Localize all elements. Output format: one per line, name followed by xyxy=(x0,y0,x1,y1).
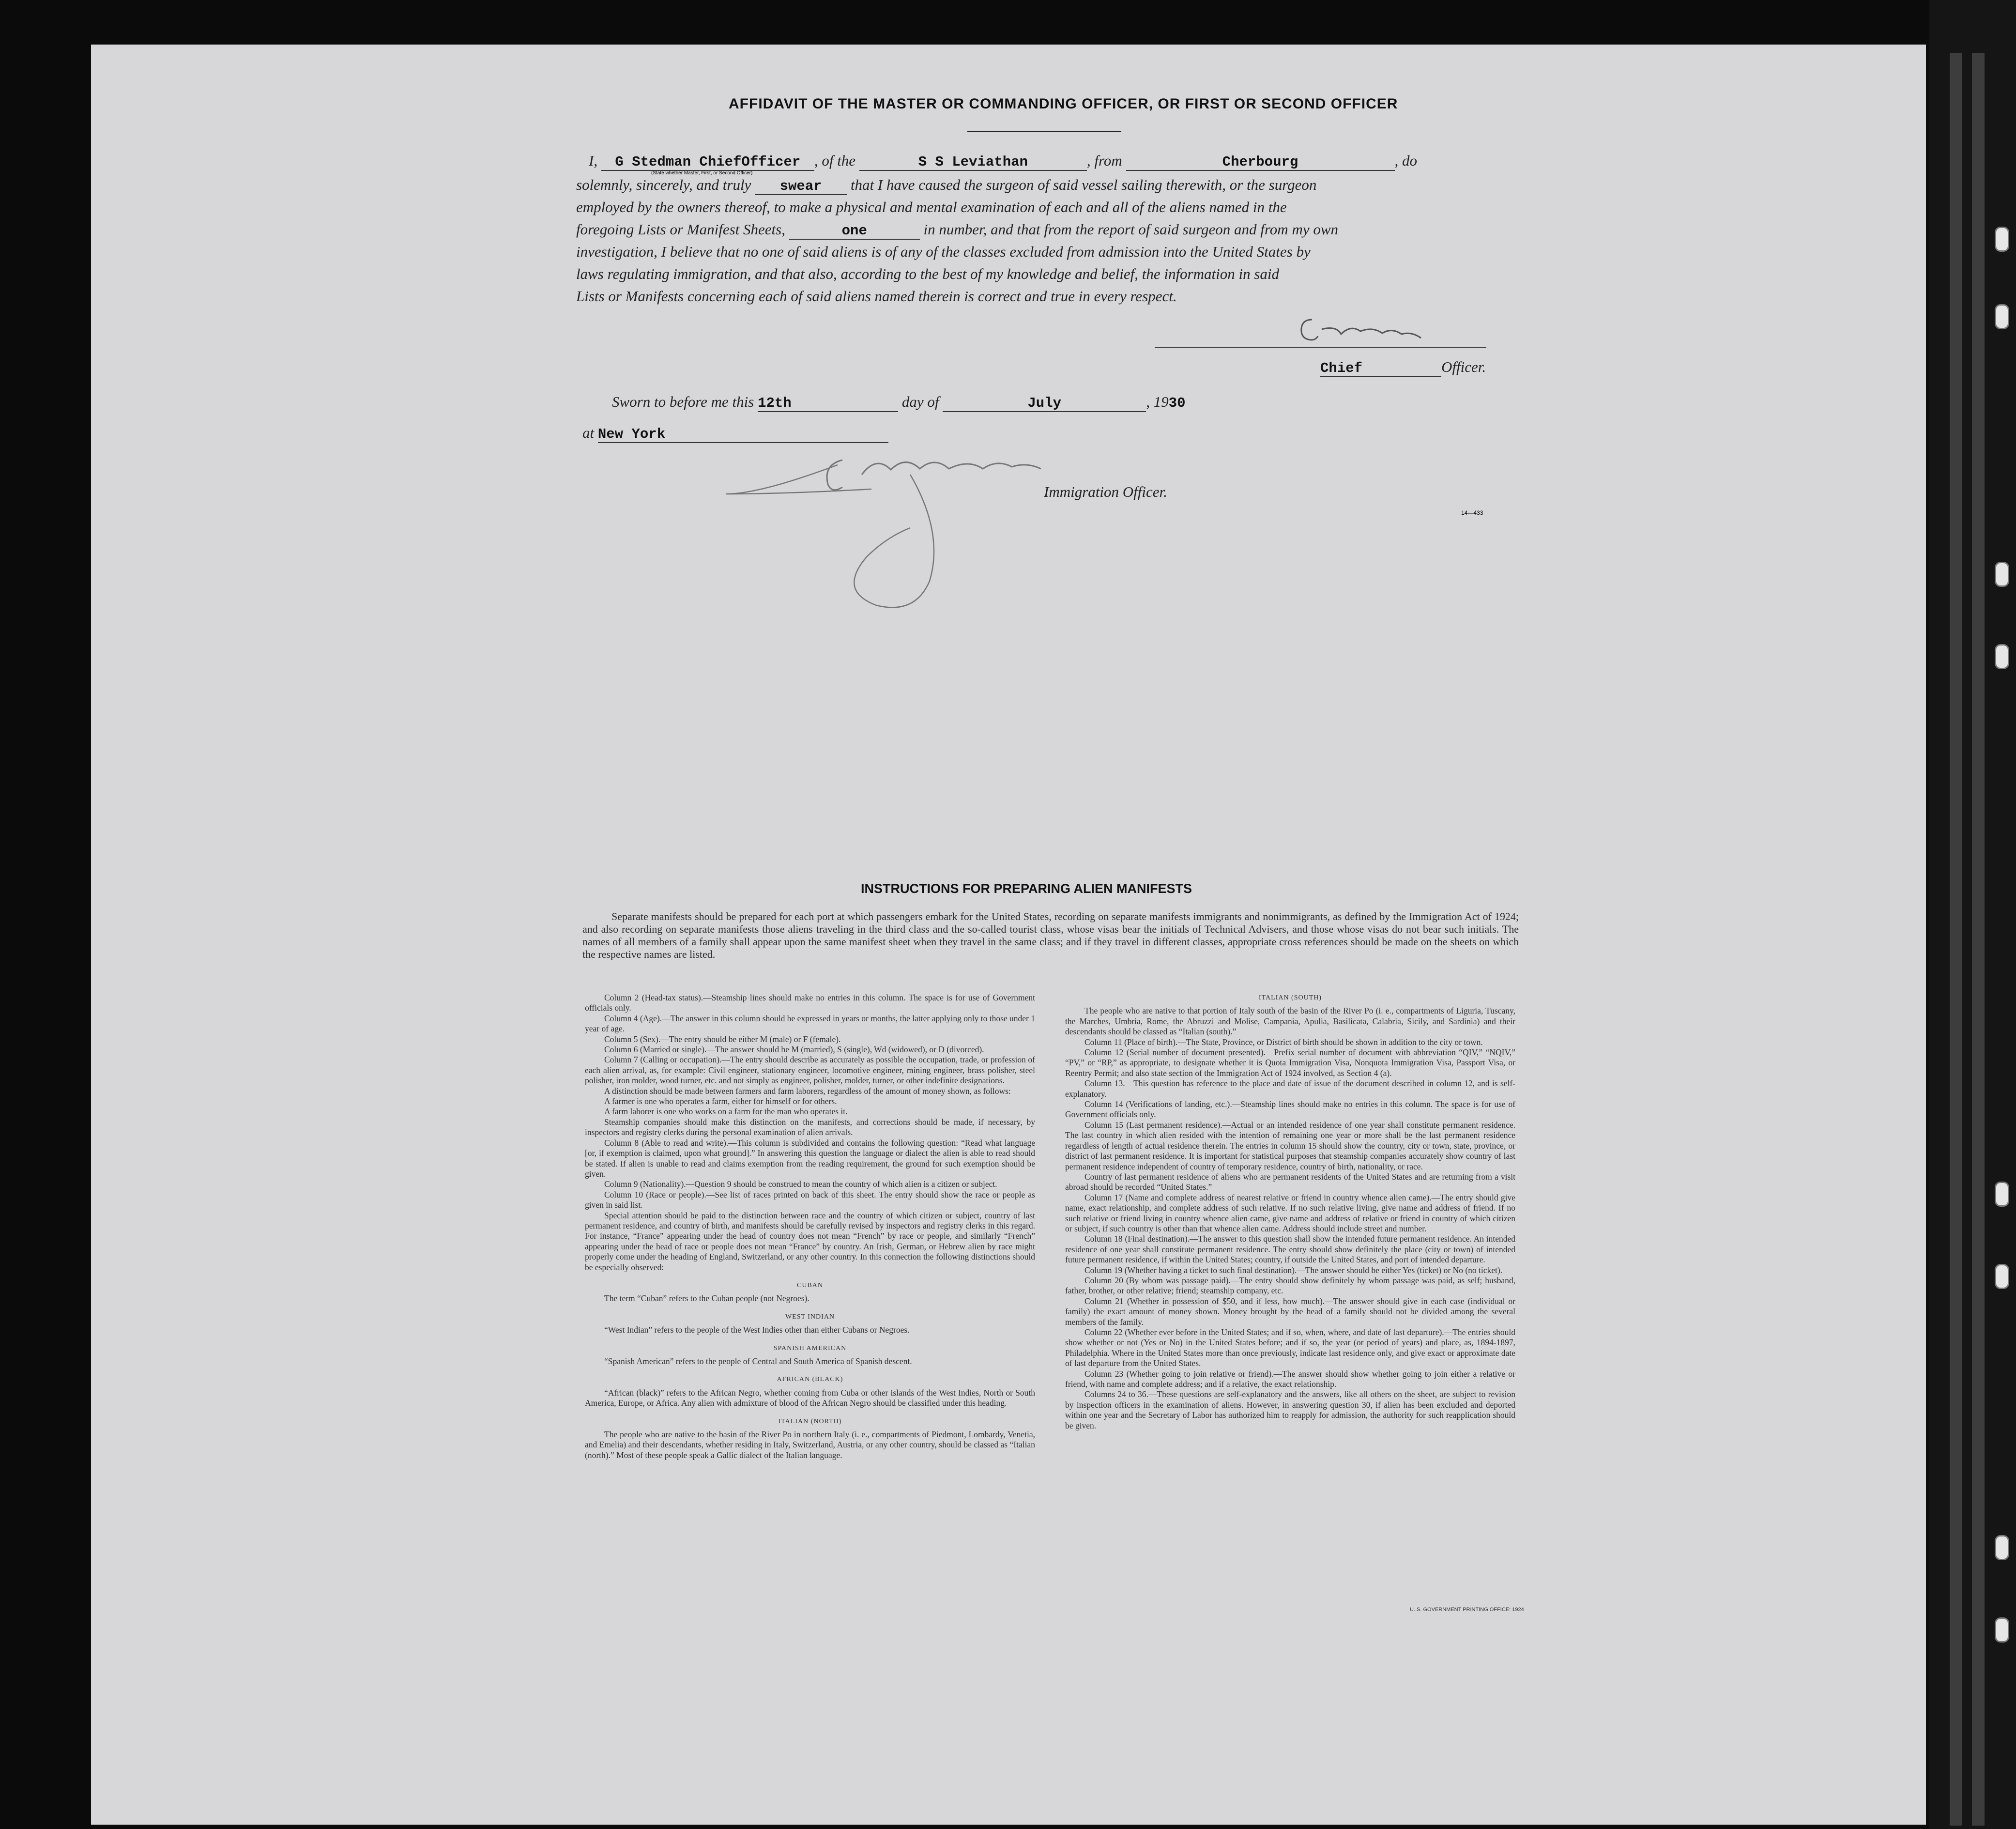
affidavit-text: in number, and that from the report of said surgeon and from my own xyxy=(923,221,1339,238)
affidavit-text: foregoing Lists or Manifest Sheets, xyxy=(576,221,785,238)
form-number: 14—433 xyxy=(1461,509,1483,516)
instruction-paragraph: Column 23 (Whether going to join relative or friend).—The answer should show whether going to join either a relative or friend, with name and complete address; and if a relative, the exact relationship. xyxy=(1065,1368,1515,1389)
instruction-paragraph: Column 21 (Whether in possession of $50, and if less, how much).—The answer should give in each case (individual or family) the exact amount of money shown. Money brought by the head of a family should not be divided among the several members of the family. xyxy=(1065,1296,1515,1327)
year-field: 30 xyxy=(1168,395,1186,411)
immigration-officer-label: Immigration Officer. xyxy=(1044,483,1167,500)
sheets-count-field: one xyxy=(789,223,920,240)
instruction-paragraph: A farmer is one who operates a farm, either for himself or for others. xyxy=(604,1096,837,1107)
instruction-paragraph: Columns 24 to 36.—These questions are self-explanatory and the answers, like all others on the sheet, are subject to revision by inspection officers in the examination of aliens. However, in answering question 30, if alien has been excluded and deported within one year and the Secretary of Labor has authorized him to reapply for admission, the authority for such reapplication should be given. xyxy=(1065,1389,1515,1430)
instruction-paragraph: Column 2 (Head-tax status).—Steamship lines should make no entries in this column. The space is for use of Government officials only. xyxy=(585,993,1035,1013)
instruction-paragraph: Column 20 (By whom was passage paid).—The entry should show definitely by whom passage was paid, as self; husband, father, brother, or other relative; friend; steamship company, etc. xyxy=(1065,1275,1515,1296)
instruction-paragraph: Column 19 (Whether having a ticket to such final destination).—The answer should be either Yes (ticket) or No (no ticket). xyxy=(1084,1265,1503,1275)
affidavit-line-6: laws regulating immigration, and that also, according to the best of my knowledge and belief, the information in said xyxy=(576,265,1280,282)
instructions-title: INSTRUCTIONS FOR PREPARING ALIEN MANIFESTS xyxy=(861,881,1192,896)
section-heading: SPANISH AMERICAN xyxy=(773,1344,847,1352)
affidavit-text: , from xyxy=(1086,152,1122,169)
printer-imprint: U. S. GOVERNMENT PRINTING OFFICE: 1924 xyxy=(1410,1607,1524,1613)
instructions-intro: Separate manifests should be prepared for each port at which passengers embark for the United States, recording on separate manifests immigrants and nonimmigrants, as defined by the Immigration Act of 1924; and also recording on separate manifests those aliens traveling in the third class and the so-called tourist class, whose visas bear the initials of Technical Advisers, and those whose visas do not bear such initials. The names of all members of a family shall appear upon the same manifest sheet when they travel in the same class; and if they travel in different classes, appropriate cross references should be made on the sheets on which the respective names are listed. xyxy=(582,910,1519,960)
instruction-paragraph: The people who are native to the basin of the River Po in northern Italy (i. e., compartments of Piedmont, Lombardy, Venetia, and Emelia) and their descendants, whether residing in Italy, Switzerland, Austria, or any other country, should be classed as “Italian (north).” Most of these people speak a Gallic dialect of the Italian language. xyxy=(585,1429,1035,1460)
instruction-paragraph: Column 12 (Serial number of document presented).—Prefix serial number of document with abbreviation “QIV,” “NQIV,” “PV,” or “RP,” as appropriate, to designate whether it is Quota Immigration Visa, Nonquota Immigration Visa, Passport Visa, or Reentry Permit; and also state section of the Immigration Act of 1924 involved, as Section 4 (a). xyxy=(1065,1047,1515,1078)
instruction-paragraph: Column 9 (Nationality).—Question 9 should be construed to mean the country of which alien is a citizen or subject. xyxy=(604,1179,997,1189)
section-heading: ITALIAN (SOUTH) xyxy=(1258,994,1322,1001)
affidavit-text: that I have caused the surgeon of said vessel sailing therewith, or the surgeon xyxy=(850,176,1317,193)
instruction-paragraph: Column 18 (Final destination).—The answer to this question shall show the intended future permanent residence. An intended residence of one year shall constitute permanent residence. The entry should show definitely the place (city or town) of intended future permanent residence, if within the United States; country, if outside the United States, and port of intended departure. xyxy=(1065,1234,1515,1265)
instruction-paragraph: Column 15 (Last permanent residence).—Actual or an intended residence of one year shall constitute permanent residence. The last country in which alien resided with the intention of remaining one year or more shall be the last permanent residence regardless of length of actual residence therein. The entries in column 15 should show the country, city or town, state, province, or district of last permanent residence. It is important for statistical purposes that steamship companies accurately show country of last permanent residence independent of country of temporary residence, country of birth, nationality, or race. xyxy=(1065,1120,1515,1171)
instruction-paragraph: “African (black)” refers to the African Negro, whether coming from Cuba or other islands of the West Indies, North or South America, Europe, or Africa. Any alien with admixture of blood of the African Negro should be classified under this heading. xyxy=(585,1387,1035,1408)
immigration-officer-signature xyxy=(717,446,1201,620)
vessel-field: S S Leviathan xyxy=(859,154,1087,171)
binder-hole xyxy=(1995,1264,2009,1289)
affidavit-line-1 xyxy=(589,152,1417,171)
affidavit-text: I, xyxy=(589,152,598,169)
instruction-paragraph: Country of last permanent residence of aliens who are permanent residents of the United States and are returning from a visit abroad should be recorded “United States.” xyxy=(1065,1171,1515,1192)
binder-hole xyxy=(1995,644,2009,669)
affidavit-line-2 xyxy=(576,176,1316,195)
sworn-line xyxy=(612,393,1186,412)
section-heading: CUBAN xyxy=(796,1281,823,1289)
binder-hole xyxy=(1995,227,2009,252)
officer-label: Officer. xyxy=(1441,358,1486,375)
binder-hole xyxy=(1995,1535,2009,1560)
affidavit-title: AFFIDAVIT OF THE MASTER OR COMMANDING OFFICER, OR FIRST OR SECOND OFFICER xyxy=(729,96,1398,112)
affidavit-text: at xyxy=(582,424,595,441)
binder-hole xyxy=(1995,304,2009,329)
affidavit-text: , of the xyxy=(814,152,856,169)
instruction-paragraph: Column 11 (Place of birth).—The State, Province, or District of birth should be shown in addition to the city or town. xyxy=(1084,1037,1483,1047)
instruction-paragraph: Column 14 (Verifications of landing, etc.).—Steamship lines should make no entries in this column. The space is for use of Government officials only. xyxy=(1065,1099,1515,1120)
officer-field-hint: (State whether Master, First, or Second Officer) xyxy=(651,170,753,176)
affidavit-line-7: Lists or Manifests concerning each of said aliens named therein is correct and true in every respect. xyxy=(576,288,1177,305)
port-field: Cherbourg xyxy=(1126,154,1395,171)
instruction-paragraph: “Spanish American” refers to the people of Central and South America of Spanish descent. xyxy=(604,1356,912,1366)
title-divider xyxy=(967,131,1121,132)
instruction-paragraph: Column 6 (Married or single).—The answer should be M (married), S (single), Wd (widowed), or D (divorced). xyxy=(604,1045,984,1055)
instruction-paragraph: Column 13.—This question has reference to the place and date of issue of the document described in column 12, and is self-explanatory. xyxy=(1065,1078,1515,1099)
officer-title-line xyxy=(1320,358,1486,377)
officer-name-field: G Stedman ChiefOfficer xyxy=(601,154,814,171)
oath-field: swear xyxy=(755,178,847,195)
instruction-paragraph: A farm laborer is one who works on a farm for the man who operates it. xyxy=(604,1107,848,1117)
day-field: 12th xyxy=(758,395,898,412)
place-field: New York xyxy=(598,426,888,443)
affidavit-text: Sworn to before me this xyxy=(612,393,754,410)
instruction-paragraph: Column 22 (Whether ever before in the United States; and if so, when, where, and date of last departure).—The entries should show whether or not (Yes or No) in the United States before; and if so, the year (or period of years) and place, as, 1894-1897, Philadelphia. Where in the United States more than once previously, indicate last residence only, and give exact or approximate date of last departure from the United States. xyxy=(1065,1327,1515,1368)
binder-edge xyxy=(1929,0,2016,1829)
affidavit-text: solemnly, sincerely, and truly xyxy=(576,176,751,193)
binder-hole xyxy=(1995,562,2009,587)
instruction-paragraph: Column 5 (Sex).—The entry should be either M (male) or F (female). xyxy=(604,1034,841,1044)
section-heading: ITALIAN (NORTH) xyxy=(778,1417,842,1425)
instructions-right-column xyxy=(1065,993,1515,1431)
instruction-paragraph: The people who are native to that portion of Italy south of the basin of the River Po (i. e., compartments of Liguria, Tuscany, the Marches, Umbria, Rome, the Abruzzi and Molise, Campania, Apulia, Basilicata, Calabria, Sicily, and Sardinia) and their descendants should be classed as “Italian (south).” xyxy=(1065,1006,1515,1037)
instruction-paragraph: Column 17 (Name and complete address of nearest relative or friend in country whence alien came).—The entry should give name, exact relationship, and complete address of such relative. If no such relative living, give name and address of friend. If no such relative or friend living in country whence alien came, give name and address of relative or friend in country of which citizen or subject, if such country is other than that whence alien came. Address should include street and number. xyxy=(1065,1192,1515,1233)
instruction-paragraph: Column 4 (Age).—The answer in this column should be expressed in years or months, the latter applying only to those under 1 year of age. xyxy=(585,1013,1035,1034)
instruction-paragraph: Column 10 (Race or people).—See list of races printed on back of this sheet. The entry should show the race or people as given in said list. xyxy=(585,1189,1035,1210)
section-heading: WEST INDIAN xyxy=(785,1313,835,1321)
instruction-paragraph: Steamship companies should make this distinction on the manifests, and corrections should be made, if necessary, by inspectors and registry clerks during the personal examination of alien arrivals. xyxy=(585,1117,1035,1137)
place-line xyxy=(582,424,888,443)
officer-signature xyxy=(1152,310,1491,354)
instructions-left-column xyxy=(585,993,1035,1460)
instruction-paragraph: Column 8 (Able to read and write).—This column is subdivided and contains the following question: “Read what language [or, if exemption is claimed, upon what ground].” In answering this question the language or dialect the alien is able to read should be stated. If alien is unable to read and claims exemption from the reading requirement, the ground for such exemption should be given. xyxy=(585,1137,1035,1179)
binder-hole xyxy=(1995,1182,2009,1207)
instruction-paragraph: A distinction should be made between farmers and farm laborers, regardless of the amount of money shown, as follows: xyxy=(604,1086,1011,1096)
affidavit-line-3: employed by the owners thereof, to make a physical and mental examination of each and all of the aliens named in the xyxy=(576,199,1287,215)
affidavit-text: , 19 xyxy=(1146,393,1169,410)
instruction-paragraph: Special attention should be paid to the distinction between race and the country of which citizen or subject, country of last permanent residence, and country of birth, and manifests should be carefully revised by inspectors and registry clerks in this regard. For instance, “France” appearing under the head of country does not mean “French” by race or people, and similarly “French” appearing under the head of race or people does not mean “France” by country. An Irish, German, or Hebrew alien by race might properly come under the heading of England, Switzerland, or any other country. In this connection the following distinctions should be especially observed: xyxy=(585,1210,1035,1272)
affidavit-line-4 xyxy=(576,221,1338,240)
affidavit-text: , do xyxy=(1394,152,1417,169)
instruction-paragraph: The term “Cuban” refers to the Cuban people (not Negroes). xyxy=(604,1293,809,1304)
affidavit-line-5: investigation, I believe that no one of said aliens is of any of the classes excluded from admission into the United States by xyxy=(576,243,1311,260)
section-heading: AFRICAN (BLACK) xyxy=(777,1376,843,1383)
instruction-paragraph: “West Indian” refers to the people of the West Indies other than either Cubans or Negroes. xyxy=(604,1325,910,1335)
binder-hole xyxy=(1995,1617,2009,1643)
affidavit-text: day of xyxy=(901,393,939,410)
instruction-paragraph: Column 7 (Calling or occupation).—The entry should describe as accurately as possible the occupation, trade, or profession of each alien arrival, as, for example: Civil engineer, stationary engineer, locomotive engineer, mining engineer, brass polisher, steel polisher, iron molder, wood turner, etc. and not simply as engineer, polisher, molder, turner, or other indefinite designations. xyxy=(585,1055,1035,1086)
month-field: July xyxy=(943,395,1146,412)
binder-strip xyxy=(1950,53,1962,1826)
binder-strip xyxy=(1972,53,1985,1826)
signer-title-field: Chief xyxy=(1320,360,1441,377)
